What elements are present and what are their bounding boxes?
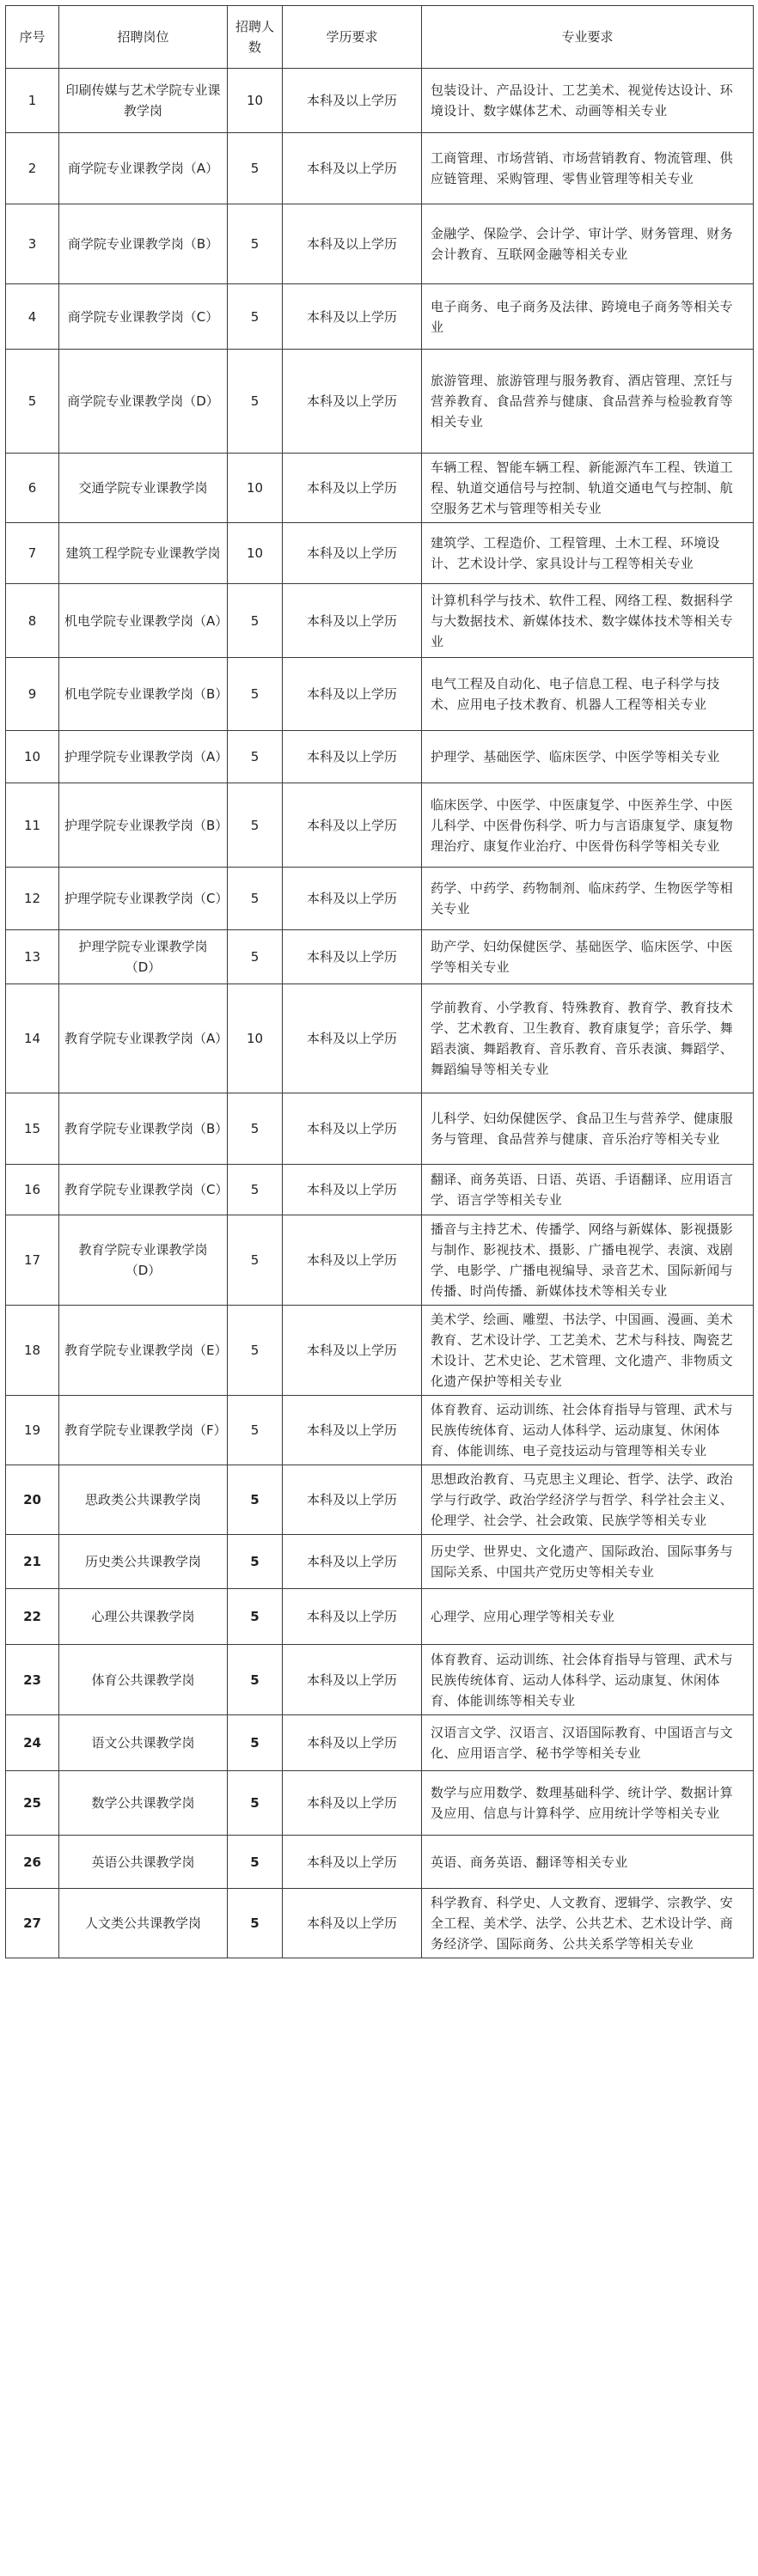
major-cell: 儿科学、妇幼保健医学、食品卫生与营养学、健康服务与管理、食品营养与健康、音乐治疗等相关专业 xyxy=(422,1093,754,1165)
major-cell: 思想政治教育、马克思主义理论、哲学、法学、政治学与行政学、政治学经济学与哲学、科学社会主义、伦理学、社会学、社会政策、民族学等相关专业 xyxy=(422,1465,754,1535)
row-number-cell: 1 xyxy=(6,69,59,133)
row-number-cell: 12 xyxy=(6,868,59,930)
count-cell: 5 xyxy=(228,133,283,204)
count-cell: 5 xyxy=(228,1889,283,1958)
count-cell: 5 xyxy=(228,930,283,984)
major-cell: 包装设计、产品设计、工艺美术、视觉传达设计、环境设计、数字媒体艺术、动画等相关专业 xyxy=(422,69,754,133)
education-cell: 本科及以上学历 xyxy=(283,984,422,1093)
education-cell: 本科及以上学历 xyxy=(283,454,422,523)
education-cell: 本科及以上学历 xyxy=(283,1589,422,1645)
education-cell: 本科及以上学历 xyxy=(283,69,422,133)
education-cell: 本科及以上学历 xyxy=(283,1771,422,1836)
education-cell: 本科及以上学历 xyxy=(283,930,422,984)
education-cell: 本科及以上学历 xyxy=(283,284,422,350)
count-cell: 5 xyxy=(228,1093,283,1165)
position-cell: 历史类公共课教学岗 xyxy=(59,1535,228,1589)
table-row xyxy=(6,1306,754,1396)
major-cell: 助产学、妇幼保健医学、基础医学、临床医学、中医学等相关专业 xyxy=(422,930,754,984)
position-cell: 教育学院专业课教学岗（B） xyxy=(59,1093,228,1165)
count-cell: 5 xyxy=(228,1465,283,1535)
row-number-cell: 18 xyxy=(6,1306,59,1396)
major-cell: 电气工程及自动化、电子信息工程、电子科学与技术、应用电子技术教育、机器人工程等相关专业 xyxy=(422,658,754,731)
position-cell: 商学院专业课教学岗（B） xyxy=(59,204,228,284)
education-cell: 本科及以上学历 xyxy=(283,1306,422,1396)
position-cell: 心理公共课教学岗 xyxy=(59,1589,228,1645)
major-cell: 美术学、绘画、雕塑、书法学、中国画、漫画、美术教育、艺术设计学、工艺美术、艺术与科技、陶瓷艺术设计、艺术史论、艺术管理、文化遗产、非物质文化遗产保护等相关专业 xyxy=(422,1306,754,1396)
table-row xyxy=(6,1771,754,1836)
position-cell: 数学公共课教学岗 xyxy=(59,1771,228,1836)
row-number-cell: 15 xyxy=(6,1093,59,1165)
table-row xyxy=(6,1535,754,1589)
recruitment-table-sheet xyxy=(5,5,753,1958)
education-cell: 本科及以上学历 xyxy=(283,350,422,454)
header-no: 序号 xyxy=(6,6,59,69)
row-number-cell: 8 xyxy=(6,584,59,658)
row-number-cell: 9 xyxy=(6,658,59,731)
major-cell: 播音与主持艺术、传播学、网络与新媒体、影视摄影与制作、影视技术、摄影、广播电视学、表演、戏剧学、电影学、广播电视编导、录音艺术、国际新闻与传播、时尚传播、新媒体技术等相关专业 xyxy=(422,1215,754,1306)
major-cell: 工商管理、市场营销、市场营销教育、物流管理、供应链管理、采购管理、零售业管理等相关专业 xyxy=(422,133,754,204)
table-row xyxy=(6,731,754,783)
count-cell: 5 xyxy=(228,1715,283,1771)
table-row xyxy=(6,1465,754,1535)
row-number-cell: 25 xyxy=(6,1771,59,1836)
table-row xyxy=(6,658,754,731)
table-row xyxy=(6,1589,754,1645)
table-row xyxy=(6,1165,754,1215)
position-cell: 教育学院专业课教学岗（D） xyxy=(59,1215,228,1306)
count-cell: 5 xyxy=(228,658,283,731)
major-cell: 计算机科学与技术、软件工程、网络工程、数据科学与大数据技术、新媒体技术、数字媒体技术等相关专业 xyxy=(422,584,754,658)
table-row xyxy=(6,783,754,868)
table-body xyxy=(6,69,754,1958)
row-number-cell: 17 xyxy=(6,1215,59,1306)
row-number-cell: 2 xyxy=(6,133,59,204)
row-number-cell: 11 xyxy=(6,783,59,868)
row-number-cell: 4 xyxy=(6,284,59,350)
table-row xyxy=(6,454,754,523)
row-number-cell: 13 xyxy=(6,930,59,984)
table-row xyxy=(6,1215,754,1306)
table-row xyxy=(6,930,754,984)
count-cell: 5 xyxy=(228,1589,283,1645)
major-cell: 车辆工程、智能车辆工程、新能源汽车工程、铁道工程、轨道交通信号与控制、轨道交通电气与控制、航空服务艺术与管理等相关专业 xyxy=(422,454,754,523)
count-cell: 5 xyxy=(228,284,283,350)
education-cell: 本科及以上学历 xyxy=(283,584,422,658)
education-cell: 本科及以上学历 xyxy=(283,731,422,783)
education-cell: 本科及以上学历 xyxy=(283,868,422,930)
count-cell: 5 xyxy=(228,1306,283,1396)
education-cell: 本科及以上学历 xyxy=(283,1165,422,1215)
table-row xyxy=(6,69,754,133)
row-number-cell: 22 xyxy=(6,1589,59,1645)
row-number-cell: 10 xyxy=(6,731,59,783)
position-cell: 护理学院专业课教学岗（C） xyxy=(59,868,228,930)
count-cell: 5 xyxy=(228,1836,283,1889)
count-cell: 5 xyxy=(228,1396,283,1465)
count-cell: 10 xyxy=(228,984,283,1093)
major-cell: 心理学、应用心理学等相关专业 xyxy=(422,1589,754,1645)
table-row xyxy=(6,1889,754,1958)
position-cell: 护理学院专业课教学岗（B） xyxy=(59,783,228,868)
table-row xyxy=(6,584,754,658)
table-row xyxy=(6,284,754,350)
position-cell: 教育学院专业课教学岗（C） xyxy=(59,1165,228,1215)
major-cell: 体育教育、运动训练、社会体育指导与管理、武术与民族传统体育、运动人体科学、运动康复、休闲体育、体能训练等相关专业 xyxy=(422,1645,754,1715)
education-cell: 本科及以上学历 xyxy=(283,1215,422,1306)
row-number-cell: 27 xyxy=(6,1889,59,1958)
count-cell: 10 xyxy=(228,454,283,523)
count-cell: 5 xyxy=(228,868,283,930)
position-cell: 印刷传媒与艺术学院专业课教学岗 xyxy=(59,69,228,133)
position-cell: 商学院专业课教学岗（C） xyxy=(59,284,228,350)
major-cell: 旅游管理、旅游管理与服务教育、酒店管理、烹饪与营养教育、食品营养与健康、食品营养与检验教育等相关专业 xyxy=(422,350,754,454)
count-cell: 5 xyxy=(228,783,283,868)
row-number-cell: 7 xyxy=(6,523,59,584)
position-cell: 体育公共课教学岗 xyxy=(59,1645,228,1715)
major-cell: 数学与应用数学、数理基础科学、统计学、数据计算及应用、信息与计算科学、应用统计学等相关专业 xyxy=(422,1771,754,1836)
education-cell: 本科及以上学历 xyxy=(283,1093,422,1165)
row-number-cell: 19 xyxy=(6,1396,59,1465)
count-cell: 5 xyxy=(228,350,283,454)
table-row xyxy=(6,350,754,454)
count-cell: 5 xyxy=(228,1215,283,1306)
education-cell: 本科及以上学历 xyxy=(283,133,422,204)
major-cell: 汉语言文学、汉语言、汉语国际教育、中国语言与文化、应用语言学、秘书学等相关专业 xyxy=(422,1715,754,1771)
major-cell: 历史学、世界史、文化遗产、国际政治、国际事务与国际关系、中国共产党历史等相关专业 xyxy=(422,1535,754,1589)
position-cell: 机电学院专业课教学岗（B） xyxy=(59,658,228,731)
major-cell: 临床医学、中医学、中医康复学、中医养生学、中医儿科学、中医骨伤科学、听力与言语康复学、康复物理治疗、康复作业治疗、中医骨伤科学等相关专业 xyxy=(422,783,754,868)
education-cell: 本科及以上学历 xyxy=(283,1396,422,1465)
row-number-cell: 3 xyxy=(6,204,59,284)
count-cell: 5 xyxy=(228,204,283,284)
major-cell: 体育教育、运动训练、社会体育指导与管理、武术与民族传统体育、运动人体科学、运动康复、休闲体育、体能训练、电子竞技运动与管理等相关专业 xyxy=(422,1396,754,1465)
row-number-cell: 21 xyxy=(6,1535,59,1589)
major-cell: 科学教育、科学史、人文教育、逻辑学、宗教学、安全工程、美术学、法学、公共艺术、艺术设计学、商务经济学、国际商务、公共关系学等相关专业 xyxy=(422,1889,754,1958)
position-cell: 教育学院专业课教学岗（A） xyxy=(59,984,228,1093)
table-row xyxy=(6,868,754,930)
row-number-cell: 5 xyxy=(6,350,59,454)
row-number-cell: 16 xyxy=(6,1165,59,1215)
table-row xyxy=(6,523,754,584)
position-cell: 商学院专业课教学岗（A） xyxy=(59,133,228,204)
education-cell: 本科及以上学历 xyxy=(283,1889,422,1958)
education-cell: 本科及以上学历 xyxy=(283,523,422,584)
table-row xyxy=(6,1396,754,1465)
major-cell: 药学、中药学、药物制剂、临床药学、生物医学等相关专业 xyxy=(422,868,754,930)
row-number-cell: 14 xyxy=(6,984,59,1093)
position-cell: 交通学院专业课教学岗 xyxy=(59,454,228,523)
table-row xyxy=(6,1836,754,1889)
position-cell: 护理学院专业课教学岗（A） xyxy=(59,731,228,783)
table-row xyxy=(6,984,754,1093)
recruitment-table xyxy=(5,5,754,1958)
count-cell: 5 xyxy=(228,584,283,658)
position-cell: 护理学院专业课教学岗（D） xyxy=(59,930,228,984)
major-cell: 学前教育、小学教育、特殊教育、教育学、教育技术学、艺术教育、卫生教育、教育康复学；音乐学、舞蹈表演、舞蹈教育、音乐教育、音乐表演、舞蹈学、舞蹈编导等相关专业 xyxy=(422,984,754,1093)
table-row xyxy=(6,1645,754,1715)
table-row xyxy=(6,204,754,284)
header-row xyxy=(6,6,754,69)
row-number-cell: 26 xyxy=(6,1836,59,1889)
header-education: 学历要求 xyxy=(283,6,422,69)
position-cell: 商学院专业课教学岗（D） xyxy=(59,350,228,454)
count-cell: 5 xyxy=(228,731,283,783)
major-cell: 金融学、保险学、会计学、审计学、财务管理、财务会计教育、互联网金融等相关专业 xyxy=(422,204,754,284)
education-cell: 本科及以上学历 xyxy=(283,204,422,284)
major-cell: 护理学、基础医学、临床医学、中医学等相关专业 xyxy=(422,731,754,783)
count-cell: 10 xyxy=(228,523,283,584)
position-cell: 教育学院专业课教学岗（E） xyxy=(59,1306,228,1396)
education-cell: 本科及以上学历 xyxy=(283,783,422,868)
count-cell: 5 xyxy=(228,1165,283,1215)
position-cell: 人文类公共课教学岗 xyxy=(59,1889,228,1958)
header-count: 招聘人数 xyxy=(228,6,283,69)
count-cell: 5 xyxy=(228,1535,283,1589)
position-cell: 英语公共课教学岗 xyxy=(59,1836,228,1889)
position-cell: 教育学院专业课教学岗（F） xyxy=(59,1396,228,1465)
row-number-cell: 24 xyxy=(6,1715,59,1771)
position-cell: 语文公共课教学岗 xyxy=(59,1715,228,1771)
table-row xyxy=(6,1093,754,1165)
education-cell: 本科及以上学历 xyxy=(283,1645,422,1715)
education-cell: 本科及以上学历 xyxy=(283,1715,422,1771)
major-cell: 电子商务、电子商务及法律、跨境电子商务等相关专业 xyxy=(422,284,754,350)
table-row xyxy=(6,1715,754,1771)
row-number-cell: 23 xyxy=(6,1645,59,1715)
education-cell: 本科及以上学历 xyxy=(283,1836,422,1889)
count-cell: 5 xyxy=(228,1645,283,1715)
major-cell: 翻译、商务英语、日语、英语、手语翻译、应用语言学、语言学等相关专业 xyxy=(422,1165,754,1215)
position-cell: 机电学院专业课教学岗（A） xyxy=(59,584,228,658)
position-cell: 思政类公共课教学岗 xyxy=(59,1465,228,1535)
count-cell: 10 xyxy=(228,69,283,133)
education-cell: 本科及以上学历 xyxy=(283,1535,422,1589)
count-cell: 5 xyxy=(228,1771,283,1836)
table-row xyxy=(6,133,754,204)
row-number-cell: 6 xyxy=(6,454,59,523)
header-major: 专业要求 xyxy=(422,6,754,69)
header-position: 招聘岗位 xyxy=(59,6,228,69)
major-cell: 英语、商务英语、翻译等相关专业 xyxy=(422,1836,754,1889)
position-cell: 建筑工程学院专业课教学岗 xyxy=(59,523,228,584)
education-cell: 本科及以上学历 xyxy=(283,1465,422,1535)
major-cell: 建筑学、工程造价、工程管理、土木工程、环境设计、艺术设计学、家具设计与工程等相关专业 xyxy=(422,523,754,584)
education-cell: 本科及以上学历 xyxy=(283,658,422,731)
row-number-cell: 20 xyxy=(6,1465,59,1535)
